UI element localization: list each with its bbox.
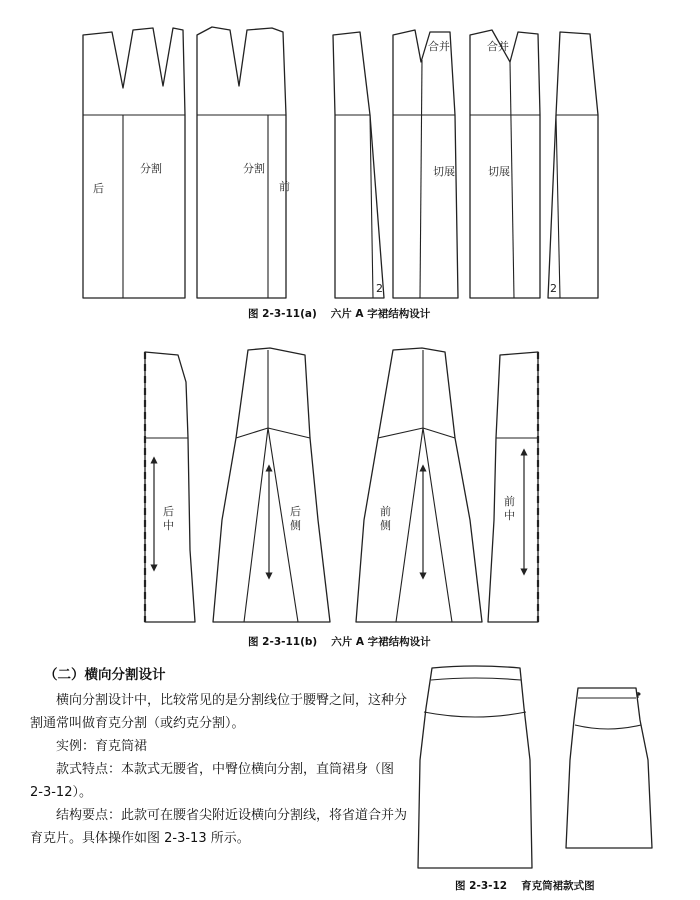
paragraph-3: 款式特点：本款式无腰省，中臀位横向分割，直筒裙身（图 2-3-12）。: [30, 762, 395, 800]
label-num-right: 2: [550, 282, 557, 295]
yoke-skirt-back: [566, 688, 652, 848]
label-merge-right: 合并: [487, 40, 509, 53]
caption-2-3-12-number: 图 2-3-12: [455, 880, 508, 892]
caption-2-3-11a-title: 六片 A 字裙结构设计: [330, 308, 431, 320]
label-num-left: 2: [376, 282, 383, 295]
label-center-back-2: 中: [163, 519, 174, 532]
label-front-side-2: 侧: [380, 519, 391, 532]
label-back-side-1: 后: [290, 505, 301, 518]
label-front-side-1: 前: [380, 505, 391, 518]
label-center-front-1: 前: [504, 495, 515, 508]
caption-2-3-12: [455, 878, 595, 893]
paragraph-2: 实例：育克筒裙: [56, 739, 148, 754]
label-merge-left: 合并: [428, 40, 450, 53]
yoke-skirt-front: [418, 666, 532, 868]
label-center-back-1: 后: [163, 505, 174, 518]
paragraph-1: 横向分割设计中，比较常见的是分割线位于腰臀之间，这种分割通常叫做育克分割（或约克分割）。: [30, 693, 408, 731]
label-back-side-2: 侧: [290, 519, 301, 532]
caption-2-3-11b-title: 六片 A 字裙结构设计: [331, 636, 431, 648]
label-front: 前: [279, 180, 290, 193]
section-heading: （二）横向分割设计: [44, 667, 166, 683]
label-back: 后: [93, 182, 104, 195]
caption-2-3-11a-number: 图 2-3-11(a): [248, 308, 317, 320]
label-split-back: 分割: [140, 162, 162, 175]
paragraph-4: 结构要点：此款可在腰省尖附近设横向分割线，将省道合并为育克片。具体操作如图 2-3-13 所示。: [30, 808, 408, 846]
caption-2-3-11b-number: 图 2-3-11(b): [248, 636, 318, 648]
label-split-front: 分割: [243, 162, 265, 175]
label-cut-right: 切展: [488, 165, 510, 178]
caption-2-3-12-title: 育克筒裙款式图: [521, 880, 595, 892]
label-center-front-2: 中: [504, 509, 515, 522]
label-cut-left: 切展: [433, 165, 455, 178]
